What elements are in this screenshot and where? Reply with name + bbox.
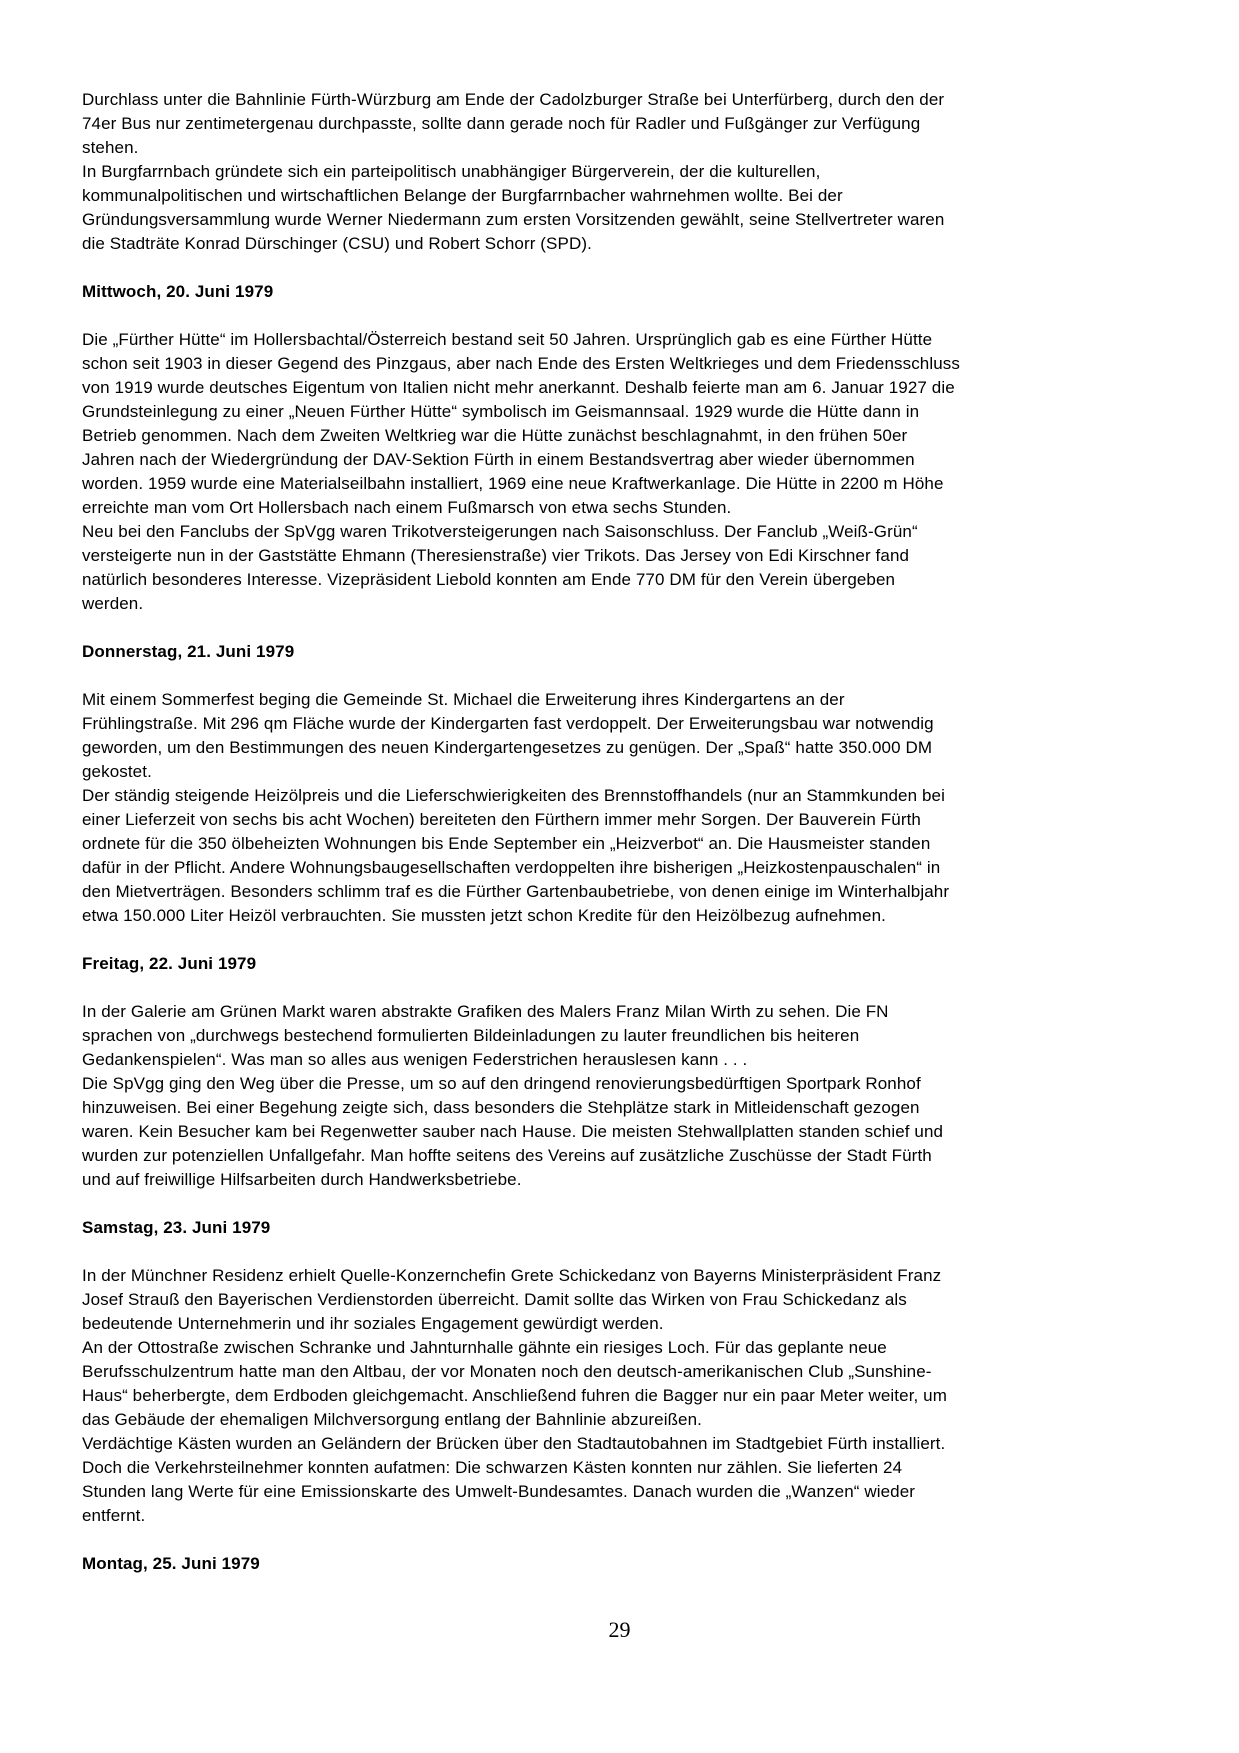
paragraph: In der Münchner Residenz erhielt Quelle-Konzernchefin Grete Schickedanz von Bayerns Ministerpräsident Franz Josef Strauß den Bayerischen Verdienstorden überreicht. Damit sollte das Wirken von Frau Schickedanz als bedeutende Unternehmerin und ihr soziales Engagement gewürdigt werden. [82,1266,942,1333]
page-body [82,88,1167,1576]
date-heading: Freitag, 22. Juni 1979 [82,954,257,973]
date-heading: Montag, 25. Juni 1979 [82,1554,260,1573]
date-heading: Mittwoch, 20. Juni 1979 [82,282,274,301]
paragraph: In Burgfarrnbach gründete sich ein parteipolitisch unabhängiger Bürgerverein, der die kulturellen, kommunalpolitischen und wirtschaftlichen Belange der Burgfarrnbacher wahrnehmen wollte. Bei der Gründungsversammlung wurde Werner Niedermann zum ersten Vorsitzenden gewählt, seine Stellvertreter waren die Stadträte Konrad Dürschinger (CSU) und Robert Schorr (SPD). [82,162,945,253]
paragraph: Durchlass unter die Bahnlinie Fürth-Würzburg am Ende der Cadolzburger Straße bei Unterfürberg, durch den der 74er Bus nur zentimetergenau durchpasste, sollte dann gerade noch für Radler und Fußgänger zur Verfügung stehen. [82,90,945,157]
paragraph: Die SpVgg ging den Weg über die Presse, um so auf den dringend renovierungsbedürftigen Sportpark Ronhof hinzuweisen. Bei einer Begehung zeigte sich, dass besonders die Stehplätze stark in Mitleidenschaft gezogen waren. Kein Besucher kam bei Regenwetter sauber nach Hause. Die meisten Stehwallplatten standen schief und wurden zur potenziellen Unfallgefahr. Man hoffte seitens des Vereins auf zusätzliche Zuschüsse der Stadt Fürth und auf freiwillige Hilfsarbeiten durch Handwerksbetriebe. [82,1074,944,1189]
page-number: 29 [608,1617,631,1642]
paragraph: Die „Fürther Hütte“ im Hollersbachtal/Österreich bestand seit 50 Jahren. Ursprünglich gab es eine Fürther Hütte schon seit 1903 in dieser Gegend des Pinzgaus, aber nach Ende des Ersten Weltkrieges und dem Friedensschluss von 1919 wurde deutsches Eigentum von Italien nicht mehr anerkannt. Deshalb feierte man am 6. Januar 1927 die Grundsteinlegung zu einer „Neuen Fürther Hütte“ symbolisch im Geismannsaal. 1929 wurde die Hütte dann in Betrieb genommen. Nach dem Zweiten Weltkrieg war die Hütte zunächst beschlagnahmt, in den frühen 50er Jahren nach der Wiedergründung der DAV-Sektion Fürth in einem Bestandsvertrag aber wieder übernommen worden. 1959 wurde eine Materialseilbahn installiert, 1969 eine neue Kraftwerkanlage. Die Hütte in 2200 m Höhe erreichte man vom Ort Hollersbach nach einem Fußmarsch von etwa sechs Stunden. [82,330,960,517]
date-heading: Donnerstag, 21. Juni 1979 [82,642,295,661]
paragraph: Der ständig steigende Heizölpreis und die Lieferschwierigkeiten des Brennstoffhandels (nur an Stammkunden bei einer Lieferzeit von sechs bis acht Wochen) bereiteten den Fürthern immer mehr Sorgen. Der Bauverein Fürth ordnete für die 350 ölbeheizten Wohnungen bis Ende September ein „Heizverbot“ an. Die Hausmeister standen dafür in der Pflicht. Andere Wohnungsbaugesellschaften verdoppelten ihre bisherigen „Heizkostenpauschalen“ in den Mietverträgen. Besonders schlimm traf es die Fürther Gartenbaubetriebe, von denen einige im Winterhalbjahr etwa 150.000 Liter Heizöl verbrauchten. Sie mussten jetzt schon Kredite für den Heizölbezug aufnehmen. [82,786,950,925]
paragraph: Mit einem Sommerfest beging die Gemeinde St. Michael die Erweiterung ihres Kindergartens an der Frühlingstraße. Mit 296 qm Fläche wurde der Kindergarten fast verdoppelt. Der Erweiterungsbau war notwendig geworden, um den Bestimmungen des neuen Kindergartengesetzes zu genügen. Der „Spaß“ hatte 350.000 DM gekostet. [82,690,934,781]
paragraph: An der Ottostraße zwischen Schranke und Jahnturnhalle gähnte ein riesiges Loch. Für das geplante neue Berufsschulzentrum hatte man den Altbau, der vor Monaten noch den deutsch-amerikanischen Club „Sunshine- Haus“ beherbergte, dem Erdboden gleichgemacht. Anschließend fuhren die Bagger nur ein paar Meter weiter, um das Gebäude der ehemaligen Milchversorgung entlang der Bahnlinie abzureißen. [82,1338,947,1429]
paragraph: In der Galerie am Grünen Markt waren abstrakte Grafiken des Malers Franz Milan Wirth zu sehen. Die FN sprachen von „durchwegs bestechend formulierten Bildeinladungen zu lauter freundlichen bis heiteren Gedankenspielen“. Was man so alles aus wenigen Federstrichen herauslesen kann . . . [82,1002,889,1069]
date-heading: Samstag, 23. Juni 1979 [82,1218,271,1237]
paragraph: Verdächtige Kästen wurden an Geländern der Brücken über den Stadtautobahnen im Stadtgebiet Fürth installiert. Doch die Verkehrsteilnehmer konnten aufatmen: Die schwarzen Kästen konnten nur zählen. Sie lieferten 24 Stunden lang Werte für eine Emissionskarte des Umwelt-Bundesamtes. Danach wurden die „Wanzen“ wieder entfernt. [82,1434,946,1525]
paragraph: Neu bei den Fanclubs der SpVgg waren Trikotversteigerungen nach Saisonschluss. Der Fanclub „Weiß-Grün“ versteigerte nun in der Gaststätte Ehmann (Theresienstraße) vier Trikots. Das Jersey von Edi Kirschner fand natürlich besonderes Interesse. Vizepräsident Liebold konnten am Ende 770 DM für den Verein übergeben werden. [82,522,918,613]
